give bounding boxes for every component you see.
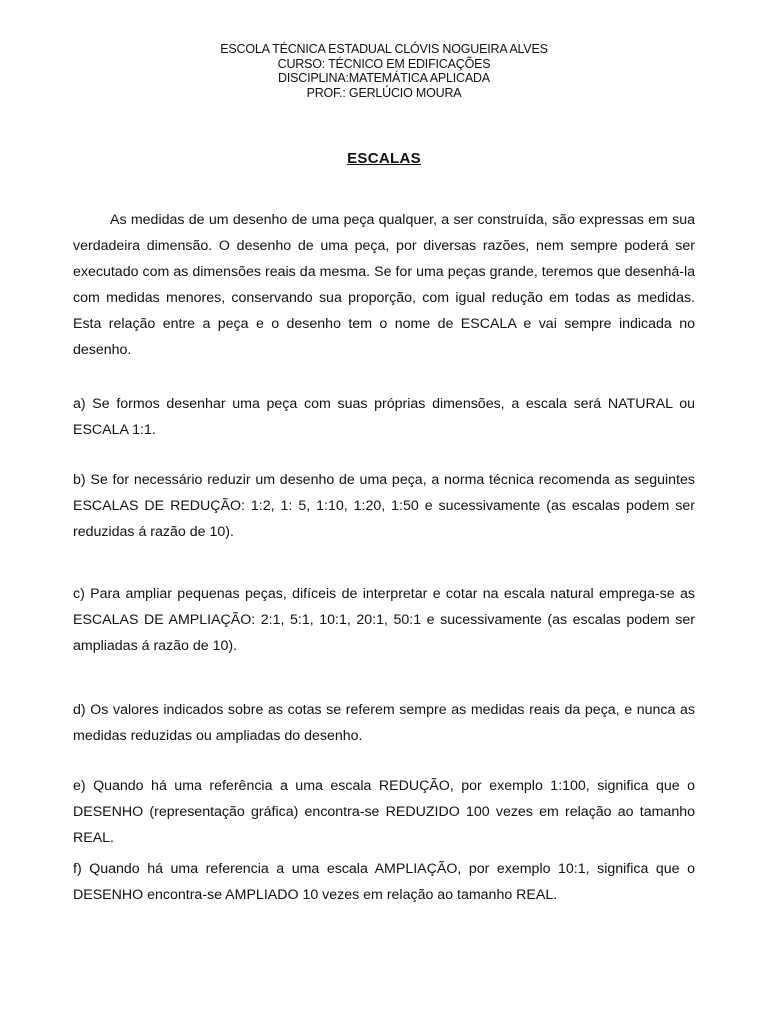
intro-paragraph: As medidas de um desenho de uma peça qualquer, a ser construída, são expressas em sua verdadeira dimensão. O desenho de uma peça, por diversas razões, nem sempre poderá ser executado com as dimensões reais da mesma. Se for uma peças grande, teremos que desenhá-la com medidas menores, conservando sua proporção, com igual redução em todas as medidas. Esta relação entre a peça e o desenho tem o nome de ESCALA e vai sempre indicada no desenho. (73, 212, 695, 358)
page-title: ESCALAS (347, 150, 421, 167)
item-f-paragraph: f) Quando há uma referencia a uma escala AMPLIAÇÃO, por exemplo 10:1, significa que o DESENHO encontra-se AMPLIADO 10 vezes em relação ao tamanho REAL. (73, 861, 695, 903)
course-name: CURSO: TÉCNICO EM EDIFICAÇÕES (277, 56, 491, 71)
item-b-paragraph: b) Se for necessário reduzir um desenho de uma peça, a norma técnica recomenda as seguintes ESCALAS DE REDUÇÃO: 1:2, 1: 5, 1:10, 1:20, 1:50 e sucessivamente (as escalas podem ser reduzidas á razão de 10). (73, 472, 695, 540)
school-name: ESCOLA TÉCNICA ESTADUAL CLÓVIS NOGUEIRA ALVES (220, 42, 548, 56)
discipline-name: DISCIPLINA:MATEMÁTICA APLICADA (278, 71, 490, 85)
professor-name: PROF.: GERLÚCIO MOURA (306, 85, 462, 100)
document-header (0, 42, 768, 100)
item-e-paragraph: e) Quando há uma referência a uma escala REDUÇÃO, por exemplo 1:100, significa que o DESENHO (representação gráfica) encontra-se REDUZIDO 100 vezes em relação ao tamanho REAL. (73, 778, 695, 846)
item-d-paragraph: d) Os valores indicados sobre as cotas se referem sempre as medidas reais da peça, e nunca as medidas reduzidas ou ampliadas do desenho. (73, 702, 695, 744)
item-c-paragraph: c) Para ampliar pequenas peças, difíceis de interpretar e cotar na escala natural emprega-se as ESCALAS DE AMPLIAÇÃO: 2:1, 5:1, 10:1, 20:1, 50:1 e sucessivamente (as escalas podem ser ampliadas á razão de 10). (73, 586, 695, 654)
item-a-paragraph: a) Se formos desenhar uma peça com suas próprias dimensões, a escala será NATURAL ou ESCALA 1:1. (73, 396, 695, 438)
